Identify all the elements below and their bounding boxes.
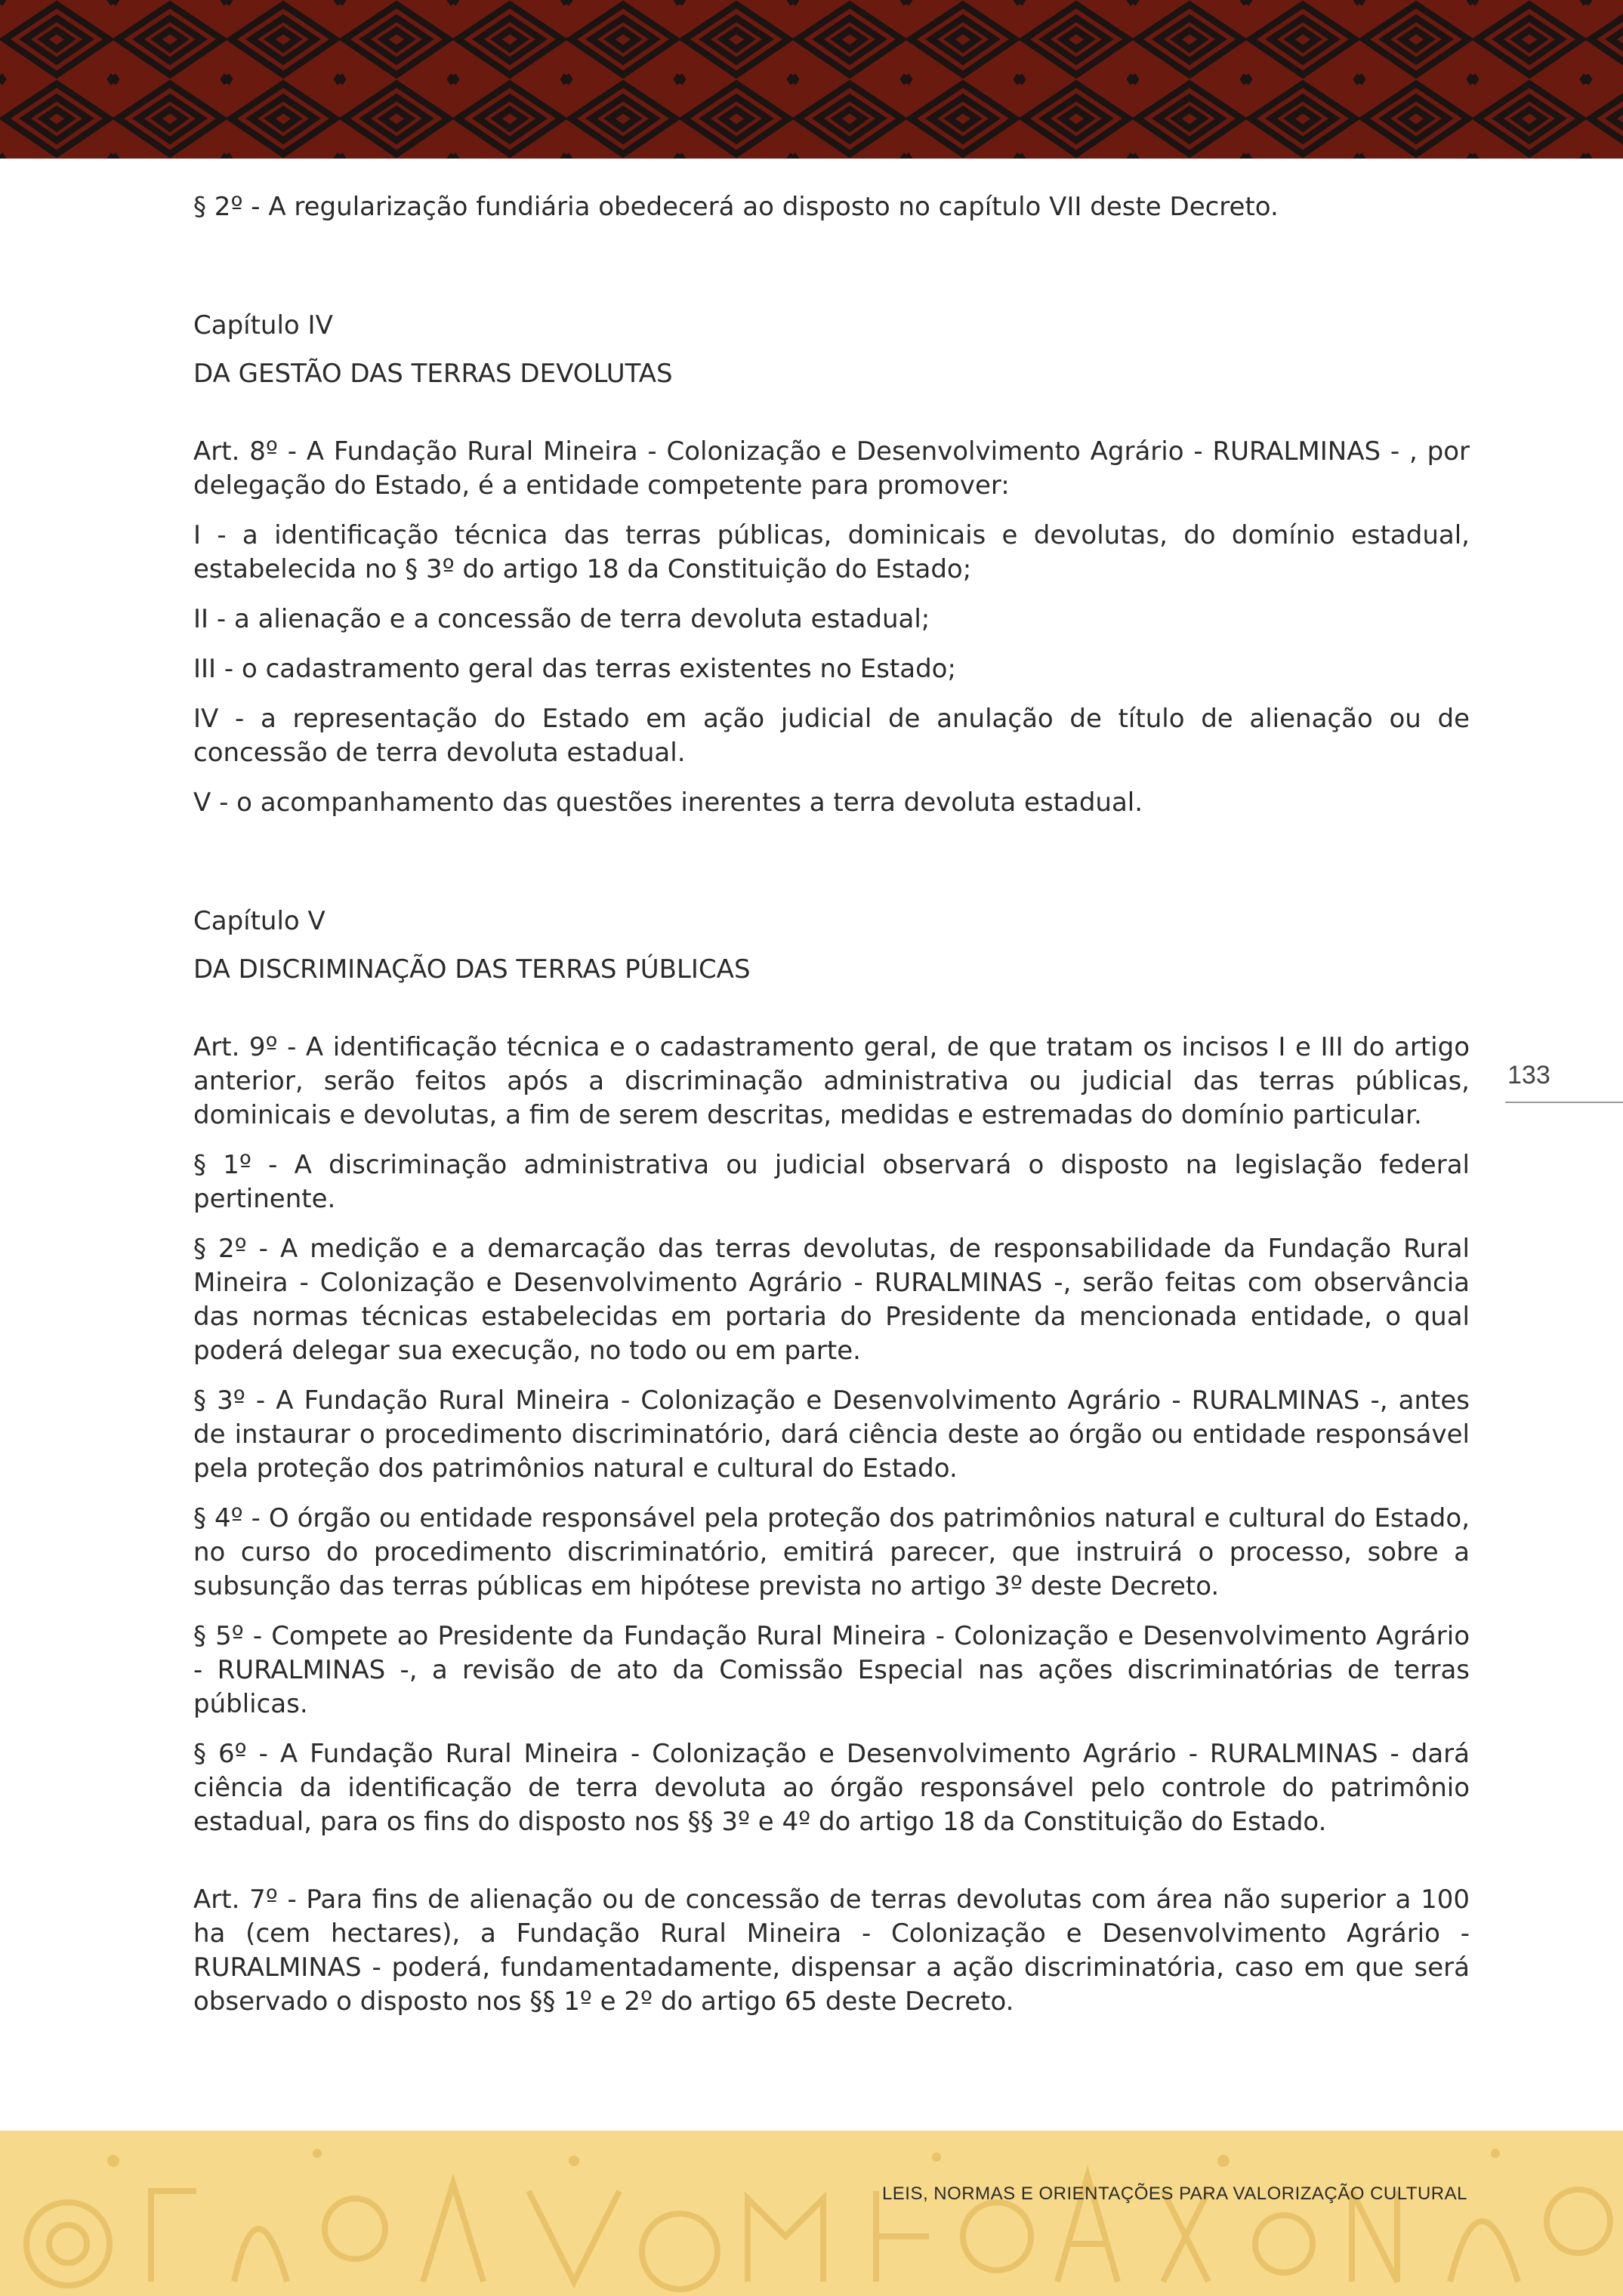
article-8-item-iv: IV - a representação do Estado em ação judicial de anulação de título de alienação ou de concessão de terra devoluta estadual. bbox=[193, 704, 1470, 768]
geometric-pattern bbox=[0, 0, 1623, 159]
article-9: Art. 9º - A identificação técnica e o cadastramento geral, de que tratam os incisos I e III do artigo anterior, serão feitos após a discriminação administrativa ou judicial das terras públicas, dominicais e devolutas, a fim de serem descritas, medidas e estremadas do domínio particular. bbox=[193, 1032, 1470, 1130]
article-8-item-v: V - o acompanhamento das questões inerentes a terra devoluta estadual. bbox=[193, 787, 1143, 818]
article-8-item-iii: III - o cadastramento geral das terras existentes no Estado; bbox=[193, 654, 956, 684]
chapter-iv-subtitle: DA GESTÃO DAS TERRAS DEVOLUTAS bbox=[193, 359, 673, 389]
page-number-rule bbox=[1505, 1102, 1623, 1103]
article-7: Art. 7º - Para fins de alienação ou de concessão de terras devolutas com área não superior a 100 ha (cem hectares), a Fundação Rural Mineira - Colonização e Desenvolvimento Agrário - RURALMINAS - poderá, fundamentadamente, dispensar a ação discriminatória, caso em que será observado o disposto nos §§ 1º e 2º do artigo 65 deste Decreto. bbox=[193, 1885, 1470, 2017]
article-9-paragraph-2: § 2º - A medição e a demarcação das terras devolutas, de responsabilidade da Fundação Rural Mineira - Colonização e Desenvolvimento Agrário - RURALMINAS -, serão feitas com observância das normas técnicas estabelecidas em portaria do Presidente da mencionada entidade, o qual poderá delegar sua execução, no todo ou em parte. bbox=[193, 1234, 1470, 1366]
glyph-pattern bbox=[0, 2131, 1623, 2296]
article-8-item-ii: II - a alienação e a concessão de terra devoluta estadual; bbox=[193, 604, 930, 634]
chapter-iv-title: Capítulo IV bbox=[193, 310, 333, 341]
article-9-paragraph-3: § 3º - A Fundação Rural Mineira - Colonização e Desenvolvimento Agrário - RURALMINAS -, antes de instaurar o procedimento discriminatório, dará ciência deste ao órgão ou entidade responsável pela proteção dos patrimônios natural e cultural do Estado. bbox=[193, 1385, 1470, 1484]
article-9-paragraph-6: § 6º - A Fundação Rural Mineira - Colonização e Desenvolvimento Agrário - RURALMINAS - dará ciência da identificação de terra devoluta ao órgão responsável pelo controle do patrimônio estadual, para os fins do disposto nos §§ 3º e 4º do artigo 18 da Constituição do Estado. bbox=[193, 1739, 1470, 1837]
page-number: 133 bbox=[1507, 1061, 1550, 1089]
article-8-item-i: I - a identificação técnica das terras públicas, dominicais e devolutas, do domínio estadual, estabelecida no § 3º do artigo 18 da Constituição do Estado; bbox=[193, 520, 1470, 584]
chapter-v-title: Capítulo V bbox=[193, 906, 326, 936]
paragraph-regularizacao: § 2º - A regularização fundiária obedecerá ao disposto no capítulo VII deste Decreto. bbox=[193, 192, 1279, 222]
bottom-decorative-band bbox=[0, 2131, 1623, 2296]
article-8: Art. 8º - A Fundação Rural Mineira - Colonização e Desenvolvimento Agrário - RURALMINAS - , por delegação do Estado, é a entidade competente para promover: bbox=[193, 436, 1470, 501]
chapter-v-subtitle: DA DISCRIMINAÇÃO DAS TERRAS PÚBLICAS bbox=[193, 954, 751, 985]
top-decorative-band bbox=[0, 0, 1623, 159]
article-9-paragraph-4: § 4º - O órgão ou entidade responsável pela proteção dos patrimônios natural e cultural do Estado, no curso do procedimento discriminatório, emitirá parecer, que instruirá o processo, sobre a subsunção das terras públicas em hipótese prevista no artigo 3º deste Decreto. bbox=[193, 1503, 1470, 1601]
footer-publication-title: LEIS, NORMAS E ORIENTAÇÕES PARA VALORIZAÇÃO CULTURAL bbox=[881, 2184, 1467, 2204]
document-body bbox=[193, 190, 1470, 2035]
article-9-paragraph-5: § 5º - Compete ao Presidente da Fundação Rural Mineira - Colonização e Desenvolvimento Agrário - RURALMINAS -, a revisão de ato da Comissão Especial nas ações discriminatórias de terras públicas. bbox=[193, 1621, 1470, 1719]
article-9-paragraph-1: § 1º - A discriminação administrativa ou judicial observará o disposto na legislação federal pertinente. bbox=[193, 1150, 1470, 1214]
